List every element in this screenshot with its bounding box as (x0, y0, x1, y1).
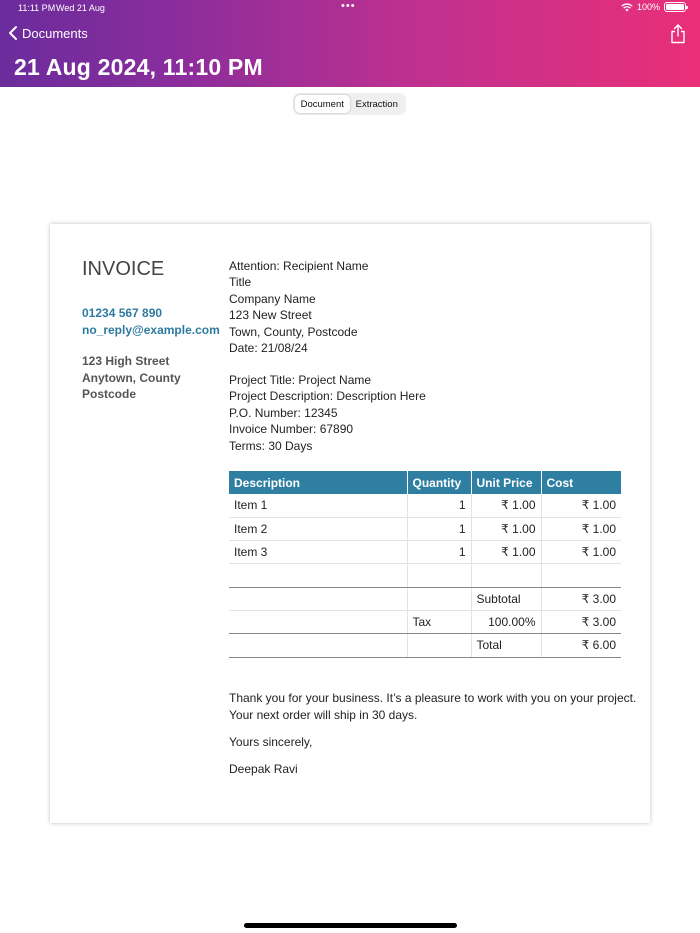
empty-row (229, 564, 621, 587)
sender-email: no_reply@example.com (82, 322, 220, 337)
address-line: 123 High Street (82, 354, 170, 368)
signature-name: Deepak Ravi (229, 762, 298, 776)
closing-regards: Yours sincerely, (229, 735, 313, 749)
recipient-line: 123 New Street (229, 308, 312, 323)
table-row (229, 494, 621, 517)
total-label: Total (471, 634, 541, 657)
status-date: Wed 21 Aug (56, 3, 105, 13)
item-unit-price: ₹ 1.00 (471, 494, 541, 517)
item-quantity: 1 (407, 494, 471, 517)
tab-document[interactable]: Document (295, 95, 350, 113)
invoice-table (229, 471, 621, 658)
item-unit-price: ₹ 1.00 (471, 541, 541, 564)
column-header: Description (229, 471, 407, 494)
back-button[interactable] (8, 25, 88, 41)
recipient-line: Company Name (229, 291, 316, 306)
header-bar (0, 0, 700, 87)
status-time: 11:11 PM (18, 3, 56, 13)
home-indicator[interactable] (244, 923, 457, 928)
battery-percent: 100% (636, 2, 660, 12)
project-line: Invoice Number: 67890 (229, 422, 354, 437)
tax-rate: 100.00% (471, 610, 541, 633)
column-header: Cost (541, 471, 621, 494)
invoice-heading: INVOICE (82, 258, 165, 280)
status-indicators (621, 2, 686, 12)
recipient-line: Town, County, Postcode (229, 324, 358, 339)
item-quantity: 1 (407, 517, 471, 540)
item-description: Item 2 (229, 517, 407, 540)
sender-contact (82, 305, 220, 338)
column-header: Unit Price (471, 471, 541, 494)
back-label: Documents (22, 25, 88, 41)
item-cost: ₹ 1.00 (541, 517, 621, 540)
subtotal-value: ₹ 3.00 (541, 587, 621, 610)
address-line: Anytown, County (82, 370, 181, 385)
tax-label: Tax (407, 610, 471, 633)
project-line: Project Title: Project Name (229, 373, 372, 387)
page-title: 21 Aug 2024, 11:10 PM (14, 54, 263, 80)
share-icon[interactable] (670, 24, 686, 44)
recipient-line: Title (229, 275, 252, 290)
project-block (229, 372, 629, 454)
table-row (229, 517, 621, 540)
item-quantity: 1 (407, 541, 471, 564)
total-value: ₹ 6.00 (541, 634, 621, 657)
subtotal-label: Subtotal (471, 587, 541, 610)
thanks-line: Your next order will ship in 30 days. (229, 707, 418, 722)
tax-value: ₹ 3.00 (541, 610, 621, 633)
recipient-line: Attention: Recipient Name (229, 259, 369, 273)
column-header: Quantity (407, 471, 471, 494)
item-cost: ₹ 1.00 (541, 494, 621, 517)
item-cost: ₹ 1.00 (541, 541, 621, 564)
project-line: Terms: 30 Days (229, 438, 313, 453)
item-description: Item 1 (229, 494, 407, 517)
tab-extraction[interactable]: Extraction (355, 98, 398, 110)
table-row (229, 541, 621, 564)
project-line: P.O. Number: 12345 (229, 405, 338, 420)
battery-icon (664, 2, 686, 12)
wifi-icon (621, 3, 633, 12)
tax-row (229, 610, 621, 633)
invoice-date: Date: 21/08/24 (229, 341, 308, 356)
recipient-block (229, 258, 629, 356)
document-page (50, 224, 650, 823)
thanks-line: Thank you for your business. It’s a pleasure to work with you on your project. (229, 691, 637, 705)
total-row (229, 634, 621, 657)
subtotal-row (229, 587, 621, 610)
sender-phone: 01234 567 890 (82, 306, 163, 320)
table-header-row (229, 471, 621, 494)
view-segmented-control (293, 93, 406, 115)
item-unit-price: ₹ 1.00 (471, 517, 541, 540)
chevron-left-icon (8, 25, 18, 41)
item-description: Item 3 (229, 541, 407, 564)
address-line: Postcode (82, 387, 137, 401)
project-line: Project Description: Description Here (229, 389, 426, 404)
thank-you-note (229, 690, 639, 723)
multitasking-dots[interactable]: ••• (341, 0, 356, 12)
status-bar (0, 0, 700, 16)
sender-address (82, 353, 181, 403)
